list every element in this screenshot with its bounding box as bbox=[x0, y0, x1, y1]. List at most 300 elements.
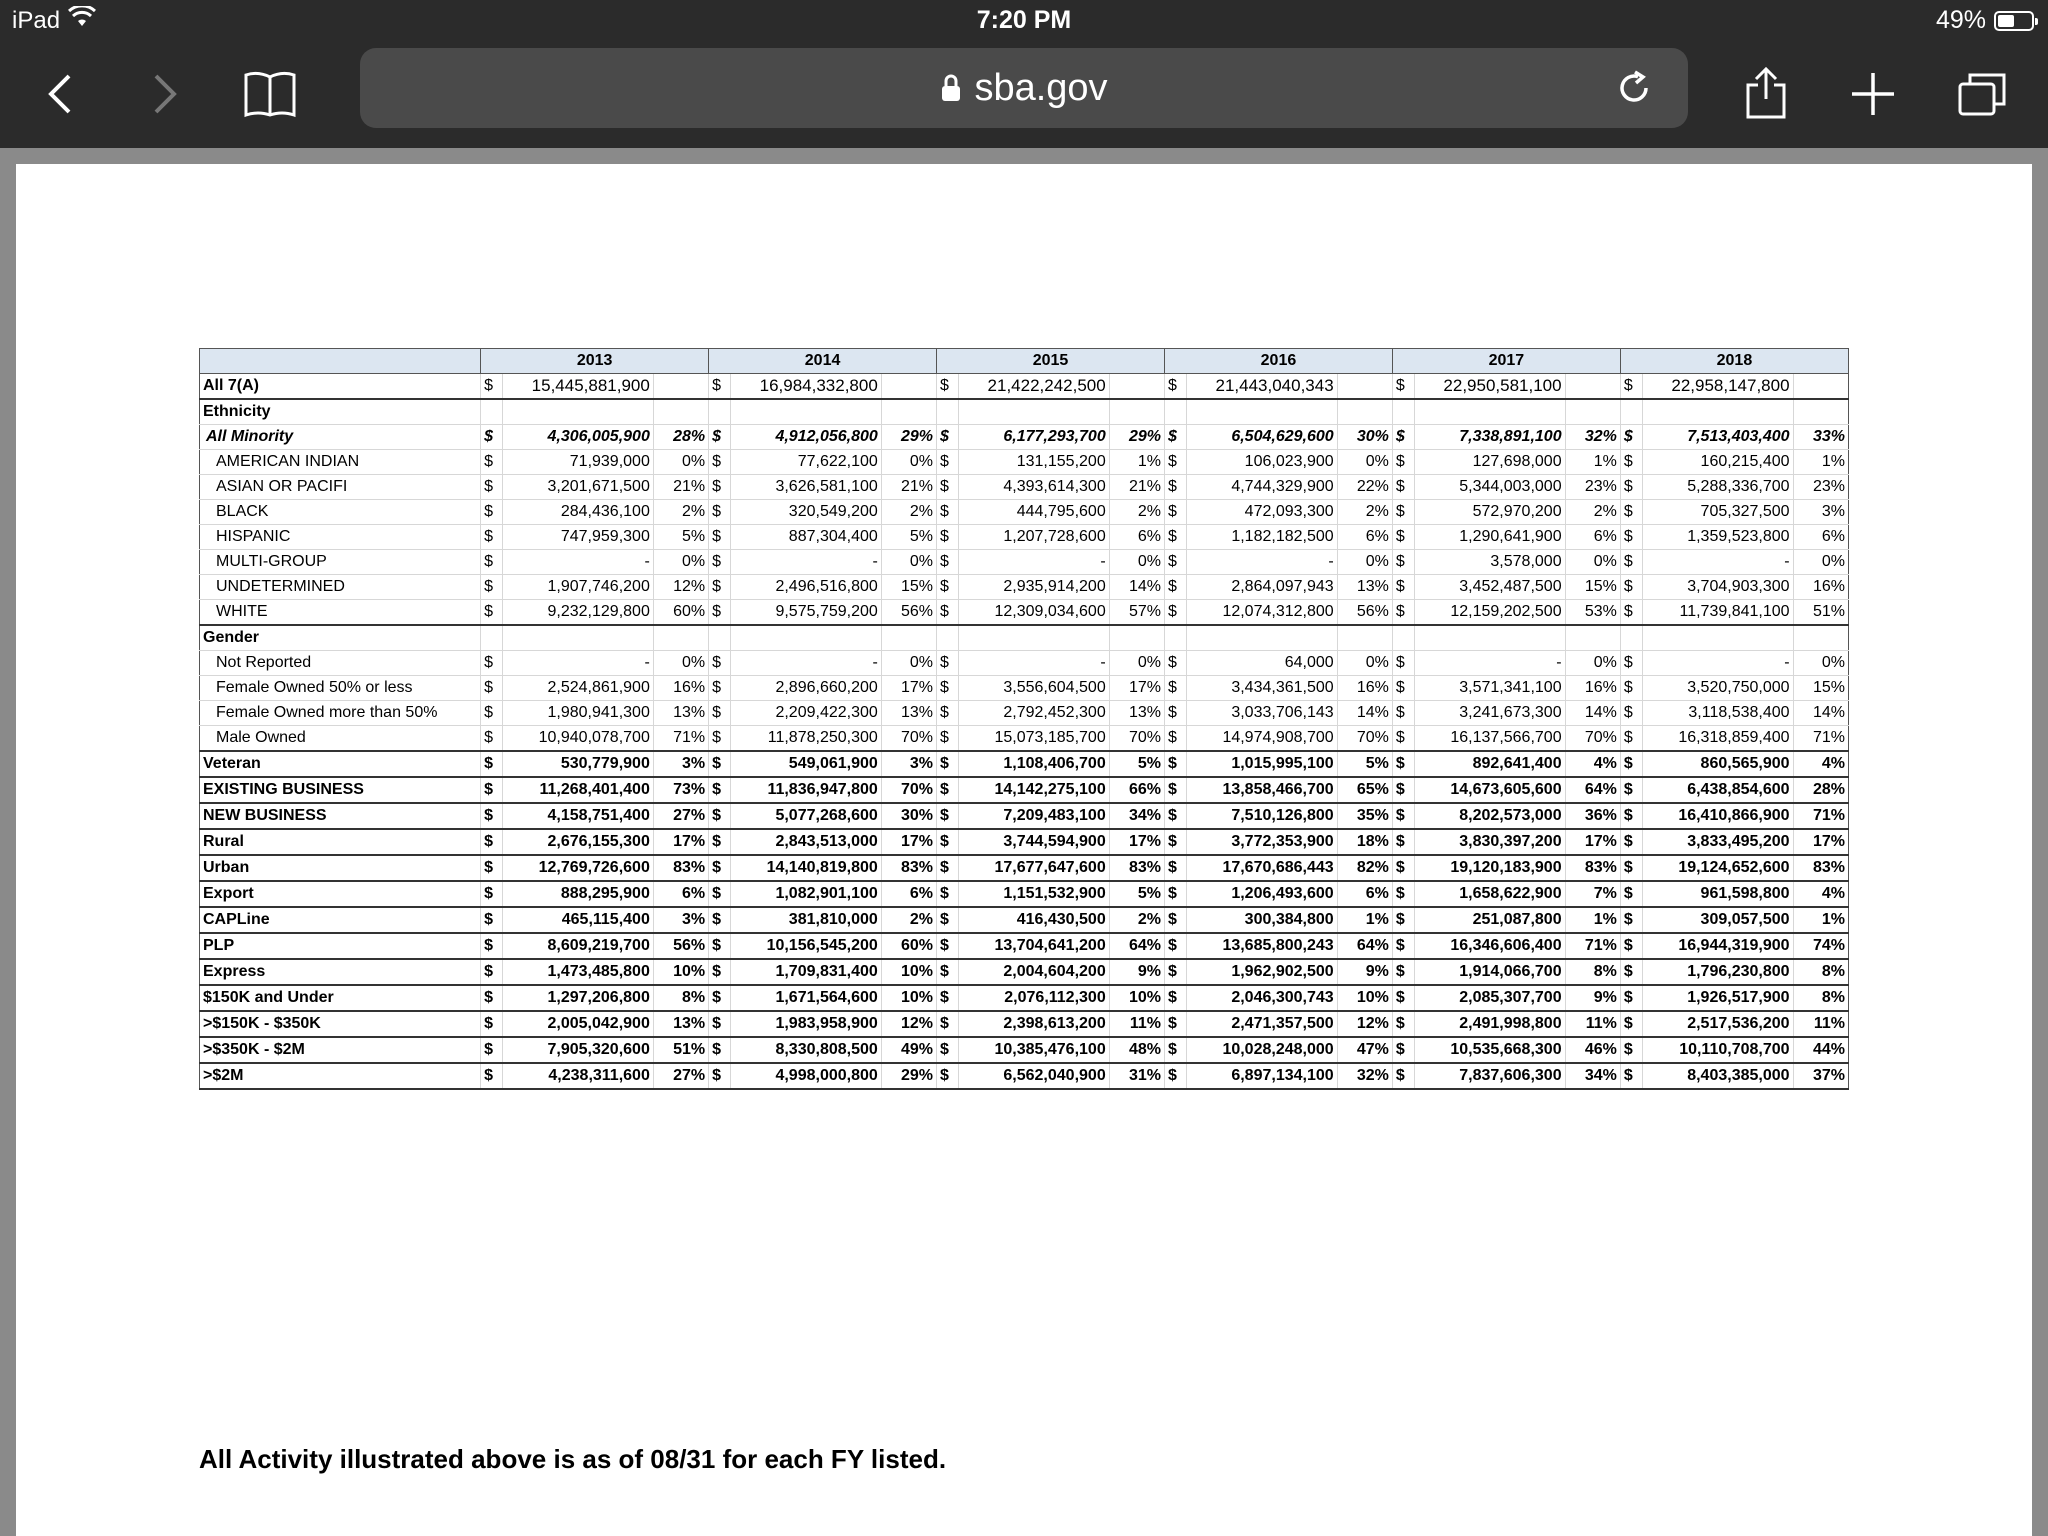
currency-symbol: $ bbox=[1392, 525, 1414, 550]
amount-cell: 6,897,134,100 bbox=[1187, 1063, 1338, 1089]
currency-symbol: $ bbox=[1392, 475, 1414, 500]
currency-symbol: $ bbox=[1620, 751, 1642, 777]
currency-symbol: $ bbox=[1620, 777, 1642, 803]
amount-cell: 11,268,401,400 bbox=[503, 777, 654, 803]
percent-cell bbox=[1565, 374, 1620, 400]
amount-cell: 3,744,594,900 bbox=[959, 829, 1110, 855]
percent-cell: 6% bbox=[653, 881, 708, 907]
table-row bbox=[200, 450, 1849, 475]
row-label: PLP bbox=[200, 933, 481, 959]
table-row bbox=[200, 475, 1849, 500]
currency-symbol: $ bbox=[709, 374, 731, 400]
percent-cell: 66% bbox=[1109, 777, 1164, 803]
amount-cell: 9,575,759,200 bbox=[731, 600, 882, 626]
row-label: CAPLine bbox=[200, 907, 481, 933]
currency-symbol: $ bbox=[481, 959, 503, 985]
amount-cell: 1,658,622,900 bbox=[1414, 881, 1565, 907]
percent-cell: 0% bbox=[1337, 550, 1392, 575]
amount-cell: 11,836,947,800 bbox=[731, 777, 882, 803]
new-tab-button[interactable] bbox=[1843, 64, 1903, 124]
amount-cell: 13,704,641,200 bbox=[959, 933, 1110, 959]
amount-cell: - bbox=[1414, 651, 1565, 676]
row-label: Express bbox=[200, 959, 481, 985]
percent-cell: 60% bbox=[653, 600, 708, 626]
amount-cell: 444,795,600 bbox=[959, 500, 1110, 525]
currency-symbol: $ bbox=[1392, 374, 1414, 400]
amount-cell: 572,970,200 bbox=[1414, 500, 1565, 525]
percent-cell: 3% bbox=[1793, 500, 1848, 525]
amount-cell: 2,792,452,300 bbox=[959, 701, 1110, 726]
row-label: Urban bbox=[200, 855, 481, 881]
percent-cell: 44% bbox=[1793, 1037, 1848, 1063]
percent-cell: 12% bbox=[1337, 1011, 1392, 1037]
percent-cell: 6% bbox=[1109, 525, 1164, 550]
percent-cell: 27% bbox=[653, 803, 708, 829]
amount-cell: 1,796,230,800 bbox=[1642, 959, 1793, 985]
amount-cell: 1,015,995,100 bbox=[1187, 751, 1338, 777]
percent-cell bbox=[881, 399, 936, 425]
percent-cell: 16% bbox=[653, 676, 708, 701]
amount-cell: 3,626,581,100 bbox=[731, 475, 882, 500]
percent-cell: 13% bbox=[1337, 575, 1392, 600]
percent-cell: 1% bbox=[1793, 450, 1848, 475]
amount-cell: 1,907,746,200 bbox=[503, 575, 654, 600]
percent-cell: 14% bbox=[1109, 575, 1164, 600]
amount-cell: 2,076,112,300 bbox=[959, 985, 1110, 1011]
amount-cell: 12,769,726,600 bbox=[503, 855, 654, 881]
percent-cell: 30% bbox=[881, 803, 936, 829]
currency-symbol: $ bbox=[481, 1063, 503, 1089]
percent-cell bbox=[1565, 399, 1620, 425]
year-header: 2016 bbox=[1164, 349, 1392, 374]
currency-symbol: $ bbox=[1164, 933, 1186, 959]
amount-cell: 10,385,476,100 bbox=[959, 1037, 1110, 1063]
amount-cell: 3,830,397,200 bbox=[1414, 829, 1565, 855]
status-right bbox=[1936, 6, 2034, 35]
back-button[interactable] bbox=[30, 64, 90, 124]
currency-symbol: $ bbox=[1164, 374, 1186, 400]
percent-cell: 1% bbox=[1793, 907, 1848, 933]
currency-symbol: $ bbox=[481, 751, 503, 777]
amount-cell: 22,958,147,800 bbox=[1642, 374, 1793, 400]
currency-symbol: $ bbox=[1392, 829, 1414, 855]
amount-cell: 1,359,523,800 bbox=[1642, 525, 1793, 550]
currency-symbol: $ bbox=[1620, 1063, 1642, 1089]
amount-cell: 7,510,126,800 bbox=[1187, 803, 1338, 829]
percent-cell: 74% bbox=[1793, 933, 1848, 959]
percent-cell: 3% bbox=[653, 907, 708, 933]
percent-cell: 47% bbox=[1337, 1037, 1392, 1063]
percent-cell: 70% bbox=[1565, 726, 1620, 752]
battery-icon bbox=[1994, 11, 2034, 31]
currency-symbol: $ bbox=[937, 881, 959, 907]
row-label: All 7(A) bbox=[200, 374, 481, 400]
percent-cell: 21% bbox=[881, 475, 936, 500]
amount-cell: 6,562,040,900 bbox=[959, 1063, 1110, 1089]
row-label: Veteran bbox=[200, 751, 481, 777]
currency-symbol: $ bbox=[481, 803, 503, 829]
currency-symbol: $ bbox=[937, 600, 959, 626]
row-label: Female Owned more than 50% bbox=[200, 701, 481, 726]
currency-symbol: $ bbox=[1620, 1011, 1642, 1037]
currency-symbol: $ bbox=[1164, 550, 1186, 575]
percent-cell: 9% bbox=[1565, 985, 1620, 1011]
currency-symbol: $ bbox=[937, 701, 959, 726]
percent-cell: 70% bbox=[1337, 726, 1392, 752]
percent-cell: 6% bbox=[881, 881, 936, 907]
percent-cell bbox=[1109, 374, 1164, 400]
amount-cell: 1,980,941,300 bbox=[503, 701, 654, 726]
row-label: ASIAN OR PACIFI bbox=[200, 475, 481, 500]
currency-symbol: $ bbox=[709, 550, 731, 575]
currency-symbol: $ bbox=[1392, 600, 1414, 626]
amount-cell: 14,974,908,700 bbox=[1187, 726, 1338, 752]
currency-symbol: $ bbox=[1164, 475, 1186, 500]
percent-cell: 5% bbox=[1109, 751, 1164, 777]
bookmarks-button[interactable] bbox=[240, 64, 300, 124]
currency-symbol: $ bbox=[1164, 855, 1186, 881]
currency-symbol: $ bbox=[709, 726, 731, 752]
document-page[interactable] bbox=[16, 164, 2032, 1536]
currency-symbol: $ bbox=[1620, 881, 1642, 907]
currency-symbol: $ bbox=[481, 1037, 503, 1063]
amount-cell: 13,685,800,243 bbox=[1187, 933, 1338, 959]
amount-cell: 465,115,400 bbox=[503, 907, 654, 933]
amount-cell: 12,159,202,500 bbox=[1414, 600, 1565, 626]
currency-symbol: $ bbox=[1164, 676, 1186, 701]
forward-button[interactable] bbox=[135, 64, 195, 124]
amount-cell: - bbox=[731, 550, 882, 575]
currency-symbol: $ bbox=[1164, 500, 1186, 525]
amount-cell: 1,206,493,600 bbox=[1187, 881, 1338, 907]
row-label: >$150K - $350K bbox=[200, 1011, 481, 1037]
battery-percent: 49% bbox=[1935, 6, 1986, 34]
amount-cell: 1,082,901,100 bbox=[731, 881, 882, 907]
percent-cell: 17% bbox=[881, 829, 936, 855]
percent-cell: 6% bbox=[1793, 525, 1848, 550]
currency-symbol: $ bbox=[709, 575, 731, 600]
percent-cell bbox=[1793, 399, 1848, 425]
percent-cell: 32% bbox=[1337, 1063, 1392, 1089]
percent-cell: 10% bbox=[881, 959, 936, 985]
amount-cell: 4,306,005,900 bbox=[503, 425, 654, 450]
percent-cell bbox=[881, 374, 936, 400]
percent-cell: 14% bbox=[1565, 701, 1620, 726]
percent-cell: 71% bbox=[1565, 933, 1620, 959]
amount-cell: 3,704,903,300 bbox=[1642, 575, 1793, 600]
amount-cell: 892,641,400 bbox=[1414, 751, 1565, 777]
year-header: 2015 bbox=[937, 349, 1165, 374]
currency-symbol: $ bbox=[709, 959, 731, 985]
amount-cell: 888,295,900 bbox=[503, 881, 654, 907]
amount-cell: 2,843,513,000 bbox=[731, 829, 882, 855]
percent-cell: 3% bbox=[881, 751, 936, 777]
amount-cell: 7,905,320,600 bbox=[503, 1037, 654, 1063]
currency-symbol: $ bbox=[709, 803, 731, 829]
amount-cell: 2,209,422,300 bbox=[731, 701, 882, 726]
percent-cell: 56% bbox=[881, 600, 936, 626]
percent-cell: 46% bbox=[1565, 1037, 1620, 1063]
row-label: HISPANIC bbox=[200, 525, 481, 550]
currency-symbol: $ bbox=[937, 959, 959, 985]
amount-cell: - bbox=[503, 550, 654, 575]
percent-cell: 82% bbox=[1337, 855, 1392, 881]
row-label: NEW BUSINESS bbox=[200, 803, 481, 829]
percent-cell: 29% bbox=[881, 1063, 936, 1089]
currency-symbol: $ bbox=[1164, 881, 1186, 907]
table-row bbox=[200, 829, 1849, 855]
currency-symbol: $ bbox=[937, 525, 959, 550]
amount-cell: 4,912,056,800 bbox=[731, 425, 882, 450]
percent-cell bbox=[1109, 625, 1164, 651]
percent-cell: 0% bbox=[653, 651, 708, 676]
amount-cell: 21,443,040,343 bbox=[1187, 374, 1338, 400]
percent-cell: 2% bbox=[1109, 500, 1164, 525]
currency-symbol: $ bbox=[1392, 1037, 1414, 1063]
percent-cell: 56% bbox=[653, 933, 708, 959]
amount-cell: 2,085,307,700 bbox=[1414, 985, 1565, 1011]
percent-cell: 5% bbox=[1109, 881, 1164, 907]
currency-symbol: $ bbox=[1392, 855, 1414, 881]
footnote: All Activity illustrated above is as of 08/31 for each FY listed. bbox=[199, 1444, 947, 1474]
amount-cell bbox=[503, 399, 654, 425]
year-header: 2013 bbox=[481, 349, 709, 374]
row-label: $150K and Under bbox=[200, 985, 481, 1011]
percent-cell: 51% bbox=[653, 1037, 708, 1063]
currency-symbol: $ bbox=[709, 751, 731, 777]
amount-cell: 5,077,268,600 bbox=[731, 803, 882, 829]
loan-data-table bbox=[199, 348, 1849, 1090]
table-row bbox=[200, 855, 1849, 881]
currency-symbol: $ bbox=[481, 651, 503, 676]
amount-cell: 1,671,564,600 bbox=[731, 985, 882, 1011]
currency-symbol: $ bbox=[1620, 907, 1642, 933]
row-label: Rural bbox=[200, 829, 481, 855]
percent-cell bbox=[881, 625, 936, 651]
currency-symbol: $ bbox=[1392, 500, 1414, 525]
currency-symbol: $ bbox=[937, 751, 959, 777]
currency-symbol: $ bbox=[1620, 651, 1642, 676]
amount-cell: 2,491,998,800 bbox=[1414, 1011, 1565, 1037]
amount-cell: 381,810,000 bbox=[731, 907, 882, 933]
amount-cell: 309,057,500 bbox=[1642, 907, 1793, 933]
percent-cell: 13% bbox=[653, 701, 708, 726]
currency-symbol: $ bbox=[1620, 676, 1642, 701]
currency-symbol: $ bbox=[481, 450, 503, 475]
percent-cell: 0% bbox=[881, 651, 936, 676]
address-bar[interactable] bbox=[360, 48, 1688, 128]
currency-symbol: $ bbox=[1620, 374, 1642, 400]
amount-cell: 1,182,182,500 bbox=[1187, 525, 1338, 550]
percent-cell: 16% bbox=[1337, 676, 1392, 701]
amount-cell: 1,709,831,400 bbox=[731, 959, 882, 985]
currency-symbol: $ bbox=[709, 1063, 731, 1089]
currency-symbol: $ bbox=[709, 855, 731, 881]
percent-cell: 28% bbox=[653, 425, 708, 450]
currency-symbol: $ bbox=[709, 933, 731, 959]
amount-cell: 3,434,361,500 bbox=[1187, 676, 1338, 701]
percent-cell: 3% bbox=[653, 751, 708, 777]
percent-cell: 4% bbox=[1565, 751, 1620, 777]
percent-cell: 35% bbox=[1337, 803, 1392, 829]
currency-symbol: $ bbox=[1620, 855, 1642, 881]
amount-cell: - bbox=[1642, 651, 1793, 676]
chevron-right-icon bbox=[150, 72, 180, 116]
percent-cell: 65% bbox=[1337, 777, 1392, 803]
currency-symbol: $ bbox=[709, 881, 731, 907]
percent-cell: 70% bbox=[881, 726, 936, 752]
currency-symbol: $ bbox=[1164, 1037, 1186, 1063]
tabs-button[interactable] bbox=[1952, 64, 2012, 124]
currency-symbol: $ bbox=[709, 985, 731, 1011]
amount-cell: 64,000 bbox=[1187, 651, 1338, 676]
percent-cell: 2% bbox=[653, 500, 708, 525]
percent-cell: 83% bbox=[653, 855, 708, 881]
currency-symbol bbox=[1392, 625, 1414, 651]
reload-button[interactable] bbox=[1604, 58, 1664, 118]
percent-cell: 33% bbox=[1793, 425, 1848, 450]
percent-cell: 13% bbox=[1109, 701, 1164, 726]
share-button[interactable] bbox=[1736, 64, 1796, 124]
percent-cell: 6% bbox=[1337, 881, 1392, 907]
amount-cell: 705,327,500 bbox=[1642, 500, 1793, 525]
percent-cell: 12% bbox=[653, 575, 708, 600]
currency-symbol: $ bbox=[1164, 701, 1186, 726]
currency-symbol: $ bbox=[937, 500, 959, 525]
currency-symbol: $ bbox=[481, 881, 503, 907]
percent-cell: 4% bbox=[1793, 881, 1848, 907]
currency-symbol: $ bbox=[1620, 550, 1642, 575]
currency-symbol: $ bbox=[1620, 829, 1642, 855]
percent-cell: 0% bbox=[1793, 550, 1848, 575]
table-row bbox=[200, 701, 1849, 726]
amount-cell bbox=[731, 399, 882, 425]
amount-cell bbox=[1642, 399, 1793, 425]
currency-symbol: $ bbox=[1392, 777, 1414, 803]
amount-cell: 2,524,861,900 bbox=[503, 676, 654, 701]
currency-symbol: $ bbox=[481, 726, 503, 752]
currency-symbol: $ bbox=[1392, 651, 1414, 676]
amount-cell: 127,698,000 bbox=[1414, 450, 1565, 475]
currency-symbol bbox=[709, 399, 731, 425]
amount-cell bbox=[1642, 625, 1793, 651]
amount-cell: 3,118,538,400 bbox=[1642, 701, 1793, 726]
currency-symbol: $ bbox=[1620, 525, 1642, 550]
percent-cell: 36% bbox=[1565, 803, 1620, 829]
currency-symbol bbox=[1164, 399, 1186, 425]
table-row bbox=[200, 500, 1849, 525]
percent-cell: 53% bbox=[1565, 600, 1620, 626]
percent-cell: 70% bbox=[1109, 726, 1164, 752]
amount-cell: 2,935,914,200 bbox=[959, 575, 1110, 600]
percent-cell: 0% bbox=[1565, 550, 1620, 575]
amount-cell: 10,940,078,700 bbox=[503, 726, 654, 752]
amount-cell: 3,578,000 bbox=[1414, 550, 1565, 575]
amount-cell: 3,571,341,100 bbox=[1414, 676, 1565, 701]
amount-cell bbox=[1187, 625, 1338, 651]
currency-symbol bbox=[937, 399, 959, 425]
percent-cell: 0% bbox=[653, 450, 708, 475]
percent-cell: 11% bbox=[1565, 1011, 1620, 1037]
amount-cell: 7,837,606,300 bbox=[1414, 1063, 1565, 1089]
currency-symbol: $ bbox=[1392, 751, 1414, 777]
currency-symbol: $ bbox=[1392, 550, 1414, 575]
currency-symbol: $ bbox=[481, 374, 503, 400]
currency-symbol: $ bbox=[1164, 829, 1186, 855]
amount-cell: 5,288,336,700 bbox=[1642, 475, 1793, 500]
amount-cell: 5,344,003,000 bbox=[1414, 475, 1565, 500]
amount-cell: 10,110,708,700 bbox=[1642, 1037, 1793, 1063]
amount-cell: 17,677,647,600 bbox=[959, 855, 1110, 881]
percent-cell: 29% bbox=[1109, 425, 1164, 450]
percent-cell: 51% bbox=[1793, 600, 1848, 626]
currency-symbol: $ bbox=[1620, 726, 1642, 752]
tabs-icon bbox=[1956, 70, 2008, 118]
percent-cell bbox=[653, 374, 708, 400]
amount-cell: 3,452,487,500 bbox=[1414, 575, 1565, 600]
amount-cell: 3,520,750,000 bbox=[1642, 676, 1793, 701]
table-row bbox=[200, 777, 1849, 803]
currency-symbol: $ bbox=[1620, 803, 1642, 829]
amount-cell: 4,744,329,900 bbox=[1187, 475, 1338, 500]
row-label: Male Owned bbox=[200, 726, 481, 752]
currency-symbol: $ bbox=[1392, 907, 1414, 933]
currency-symbol: $ bbox=[1392, 676, 1414, 701]
percent-cell: 23% bbox=[1565, 475, 1620, 500]
amount-cell: 7,513,403,400 bbox=[1642, 425, 1793, 450]
amount-cell: 320,549,200 bbox=[731, 500, 882, 525]
percent-cell: 60% bbox=[881, 933, 936, 959]
percent-cell bbox=[653, 625, 708, 651]
currency-symbol: $ bbox=[1392, 803, 1414, 829]
table-row bbox=[200, 399, 1849, 425]
amount-cell: 14,140,819,800 bbox=[731, 855, 882, 881]
amount-cell: 3,772,353,900 bbox=[1187, 829, 1338, 855]
percent-cell: 0% bbox=[1337, 651, 1392, 676]
percent-cell: 17% bbox=[1565, 829, 1620, 855]
percent-cell: 0% bbox=[1109, 550, 1164, 575]
table-row bbox=[200, 881, 1849, 907]
currency-symbol: $ bbox=[481, 475, 503, 500]
row-label: Not Reported bbox=[200, 651, 481, 676]
amount-cell: - bbox=[1187, 550, 1338, 575]
table-body bbox=[200, 349, 1849, 1090]
currency-symbol: $ bbox=[1164, 985, 1186, 1011]
currency-symbol: $ bbox=[1164, 1063, 1186, 1089]
amount-cell: 1,297,206,800 bbox=[503, 985, 654, 1011]
amount-cell: 14,673,605,600 bbox=[1414, 777, 1565, 803]
amount-cell bbox=[1414, 399, 1565, 425]
percent-cell: 22% bbox=[1337, 475, 1392, 500]
table-row bbox=[200, 907, 1849, 933]
currency-symbol: $ bbox=[1620, 450, 1642, 475]
currency-symbol: $ bbox=[937, 777, 959, 803]
percent-cell: 9% bbox=[1337, 959, 1392, 985]
row-label: All Minority bbox=[200, 425, 481, 450]
table-row bbox=[200, 803, 1849, 829]
percent-cell: 16% bbox=[1793, 575, 1848, 600]
currency-symbol: $ bbox=[937, 475, 959, 500]
amount-cell: 11,878,250,300 bbox=[731, 726, 882, 752]
amount-cell: 10,535,668,300 bbox=[1414, 1037, 1565, 1063]
percent-cell bbox=[1337, 374, 1392, 400]
amount-cell: 2,517,536,200 bbox=[1642, 1011, 1793, 1037]
percent-cell: 83% bbox=[1109, 855, 1164, 881]
currency-symbol bbox=[1392, 399, 1414, 425]
percent-cell: 0% bbox=[1793, 651, 1848, 676]
currency-symbol: $ bbox=[1392, 959, 1414, 985]
row-label: >$2M bbox=[200, 1063, 481, 1089]
